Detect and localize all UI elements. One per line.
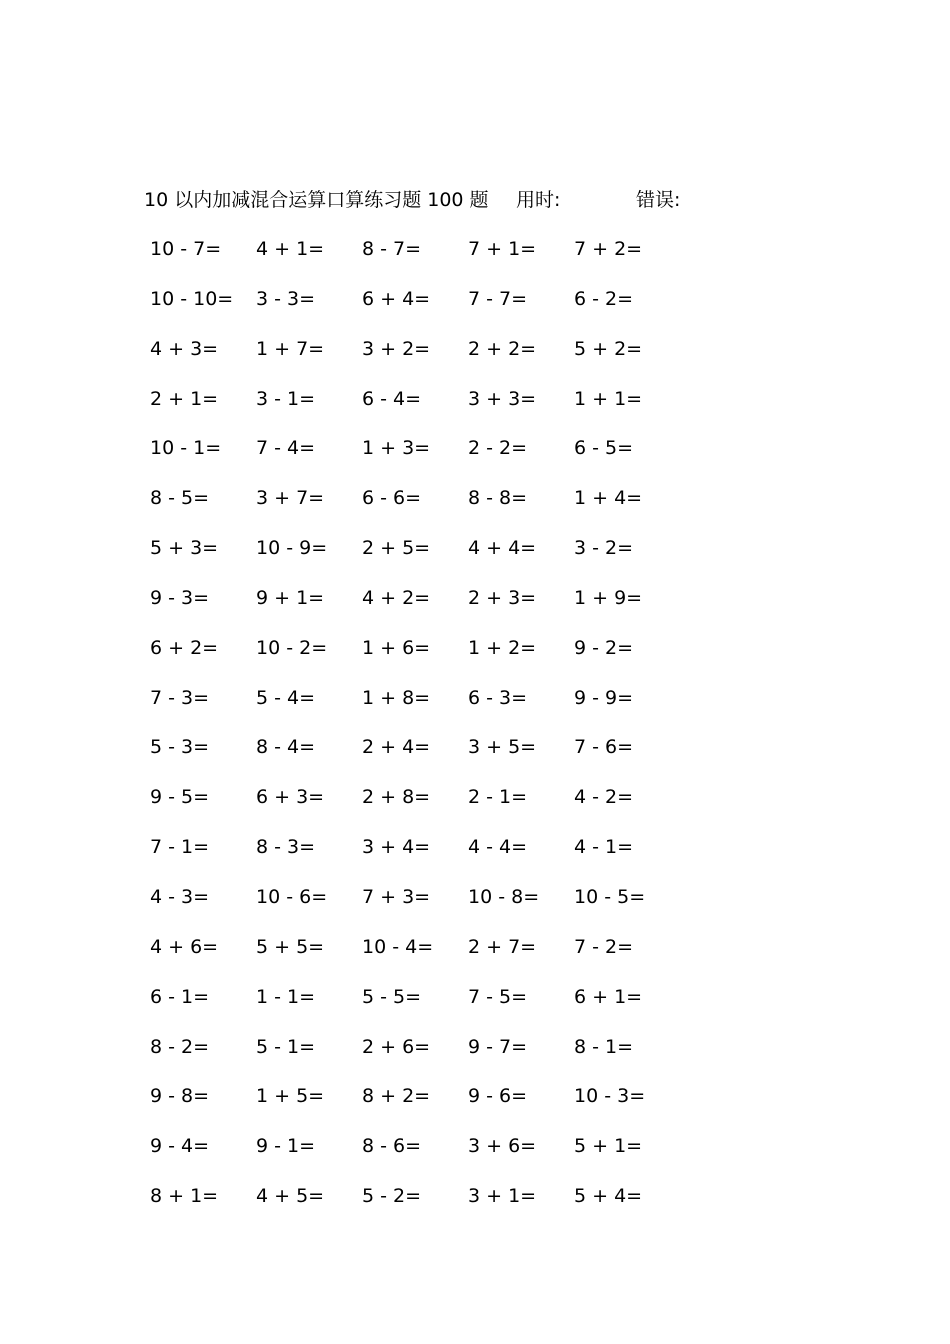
problem-cell: 1 + 6= <box>362 636 431 659</box>
problem-cell: 10 - 10= <box>150 287 234 310</box>
problem-cell: 9 - 2= <box>574 636 634 659</box>
problem-cell: 7 - 4= <box>256 437 316 460</box>
problem-cell: 7 - 7= <box>468 287 528 310</box>
problem-cell: 8 - 5= <box>150 487 210 510</box>
problem-row <box>144 832 704 882</box>
problem-cell: 9 - 7= <box>468 1035 528 1058</box>
worksheet-header <box>144 186 680 214</box>
problem-row <box>144 982 704 1032</box>
problem-cell: 4 + 5= <box>256 1185 325 1208</box>
problem-cell: 6 - 1= <box>150 985 210 1008</box>
problem-row <box>144 1131 704 1181</box>
problem-cell: 2 + 2= <box>468 337 537 360</box>
worksheet-title: 10 以内加减混合运算口算练习题 100 题 <box>144 189 489 211</box>
problem-cell: 5 - 4= <box>256 686 316 709</box>
problem-row <box>144 284 704 334</box>
problem-cell: 3 - 1= <box>256 387 316 410</box>
problem-cell: 1 + 7= <box>256 337 325 360</box>
problem-cell: 6 - 6= <box>362 487 422 510</box>
problem-cell: 4 + 4= <box>468 537 537 560</box>
problem-cell: 7 - 1= <box>150 836 210 859</box>
problem-cell: 10 - 4= <box>362 935 434 958</box>
problem-cell: 5 + 3= <box>150 537 219 560</box>
problem-cell: 2 + 8= <box>362 786 431 809</box>
problem-cell: 7 - 3= <box>150 686 210 709</box>
problem-row <box>144 882 704 932</box>
problem-cell: 4 - 2= <box>574 786 634 809</box>
problem-cell: 8 + 1= <box>150 1185 219 1208</box>
problem-cell: 4 - 3= <box>150 885 210 908</box>
problem-row <box>144 732 704 782</box>
problem-cell: 2 + 1= <box>150 387 219 410</box>
problem-cell: 7 - 2= <box>574 935 634 958</box>
problem-cell: 1 + 9= <box>574 586 643 609</box>
problem-row <box>144 234 704 284</box>
problem-cell: 10 - 5= <box>574 885 646 908</box>
problem-cell: 4 - 4= <box>468 836 528 859</box>
problem-cell: 10 - 2= <box>256 636 328 659</box>
problem-cell: 6 + 2= <box>150 636 219 659</box>
problem-row <box>144 583 704 633</box>
problem-cell: 4 + 3= <box>150 337 219 360</box>
problem-cell: 5 + 2= <box>574 337 643 360</box>
problem-cell: 7 + 1= <box>468 238 537 260</box>
problem-row <box>144 334 704 384</box>
problem-cell: 2 + 7= <box>468 935 537 958</box>
problem-cell: 9 - 6= <box>468 1085 528 1108</box>
problem-row <box>144 683 704 733</box>
problem-cell: 4 + 2= <box>362 586 431 609</box>
problem-cell: 3 + 1= <box>468 1185 537 1208</box>
problem-cell: 8 - 7= <box>362 238 422 260</box>
problem-cell: 7 - 5= <box>468 985 528 1008</box>
problem-row <box>144 633 704 683</box>
problem-cell: 3 - 2= <box>574 537 634 560</box>
problem-cell: 1 + 4= <box>574 487 643 510</box>
problem-cell: 2 + 5= <box>362 537 431 560</box>
problem-cell: 3 + 4= <box>362 836 431 859</box>
problem-cell: 8 - 2= <box>150 1035 210 1058</box>
problem-cell: 5 + 1= <box>574 1135 643 1158</box>
problem-cell: 2 + 6= <box>362 1035 431 1058</box>
problem-cell: 5 + 4= <box>574 1185 643 1208</box>
problem-cell: 10 - 7= <box>150 238 222 260</box>
problem-cell: 5 - 2= <box>362 1185 422 1208</box>
problem-cell: 10 - 8= <box>468 885 540 908</box>
problem-cell: 6 - 2= <box>574 287 634 310</box>
problem-cell: 7 + 3= <box>362 885 431 908</box>
problem-cell: 10 - 1= <box>150 437 222 460</box>
problem-row <box>144 433 704 483</box>
problem-cell: 10 - 3= <box>574 1085 646 1108</box>
problem-cell: 9 - 9= <box>574 686 634 709</box>
problem-cell: 3 + 3= <box>468 387 537 410</box>
problem-cell: 2 + 3= <box>468 586 537 609</box>
problem-row <box>144 1032 704 1082</box>
problem-cell: 9 - 1= <box>256 1135 316 1158</box>
problem-cell: 5 - 3= <box>150 736 210 759</box>
problem-cell: 1 + 8= <box>362 686 431 709</box>
problem-cell: 8 - 3= <box>256 836 316 859</box>
problem-cell: 4 + 1= <box>256 238 325 260</box>
problem-cell: 7 - 6= <box>574 736 634 759</box>
problem-cell: 8 - 6= <box>362 1135 422 1158</box>
problem-cell: 6 + 4= <box>362 287 431 310</box>
problem-cell: 4 + 6= <box>150 935 219 958</box>
problem-cell: 4 - 1= <box>574 836 634 859</box>
problem-cell: 7 + 2= <box>574 238 643 260</box>
problem-row <box>144 533 704 583</box>
problem-cell: 9 - 3= <box>150 586 210 609</box>
problem-cell: 3 + 7= <box>256 487 325 510</box>
errors-label: 错误: <box>636 189 681 211</box>
problem-row <box>144 1081 704 1131</box>
problem-cell: 1 + 3= <box>362 437 431 460</box>
problem-cell: 9 - 5= <box>150 786 210 809</box>
problem-cell: 3 + 6= <box>468 1135 537 1158</box>
problem-cell: 8 - 8= <box>468 487 528 510</box>
problem-cell: 2 - 1= <box>468 786 528 809</box>
problem-cell: 8 - 4= <box>256 736 316 759</box>
problem-grid <box>144 234 704 1231</box>
problem-cell: 8 + 2= <box>362 1085 431 1108</box>
problem-cell: 8 - 1= <box>574 1035 634 1058</box>
problem-row <box>144 932 704 982</box>
problem-row <box>144 483 704 533</box>
problem-cell: 3 + 2= <box>362 337 431 360</box>
problem-cell: 10 - 6= <box>256 885 328 908</box>
problem-cell: 5 - 1= <box>256 1035 316 1058</box>
problem-cell: 6 + 3= <box>256 786 325 809</box>
problem-cell: 9 + 1= <box>256 586 325 609</box>
problem-cell: 6 - 3= <box>468 686 528 709</box>
problem-cell: 5 + 5= <box>256 935 325 958</box>
problem-row <box>144 782 704 832</box>
problem-cell: 1 + 2= <box>468 636 537 659</box>
time-label: 用时: <box>516 189 561 211</box>
problem-cell: 2 - 2= <box>468 437 528 460</box>
problem-cell: 9 - 8= <box>150 1085 210 1108</box>
problem-cell: 6 - 5= <box>574 437 634 460</box>
problem-cell: 9 - 4= <box>150 1135 210 1158</box>
problem-row <box>144 1181 704 1231</box>
problem-cell: 6 + 1= <box>574 985 643 1008</box>
problem-cell: 3 - 3= <box>256 287 316 310</box>
problem-cell: 6 - 4= <box>362 387 422 410</box>
problem-cell: 3 + 5= <box>468 736 537 759</box>
problem-cell: 2 + 4= <box>362 736 431 759</box>
problem-cell: 1 + 1= <box>574 387 643 410</box>
problem-row <box>144 384 704 434</box>
problem-cell: 5 - 5= <box>362 985 422 1008</box>
problem-cell: 10 - 9= <box>256 537 328 560</box>
problem-cell: 1 - 1= <box>256 985 316 1008</box>
problem-cell: 1 + 5= <box>256 1085 325 1108</box>
